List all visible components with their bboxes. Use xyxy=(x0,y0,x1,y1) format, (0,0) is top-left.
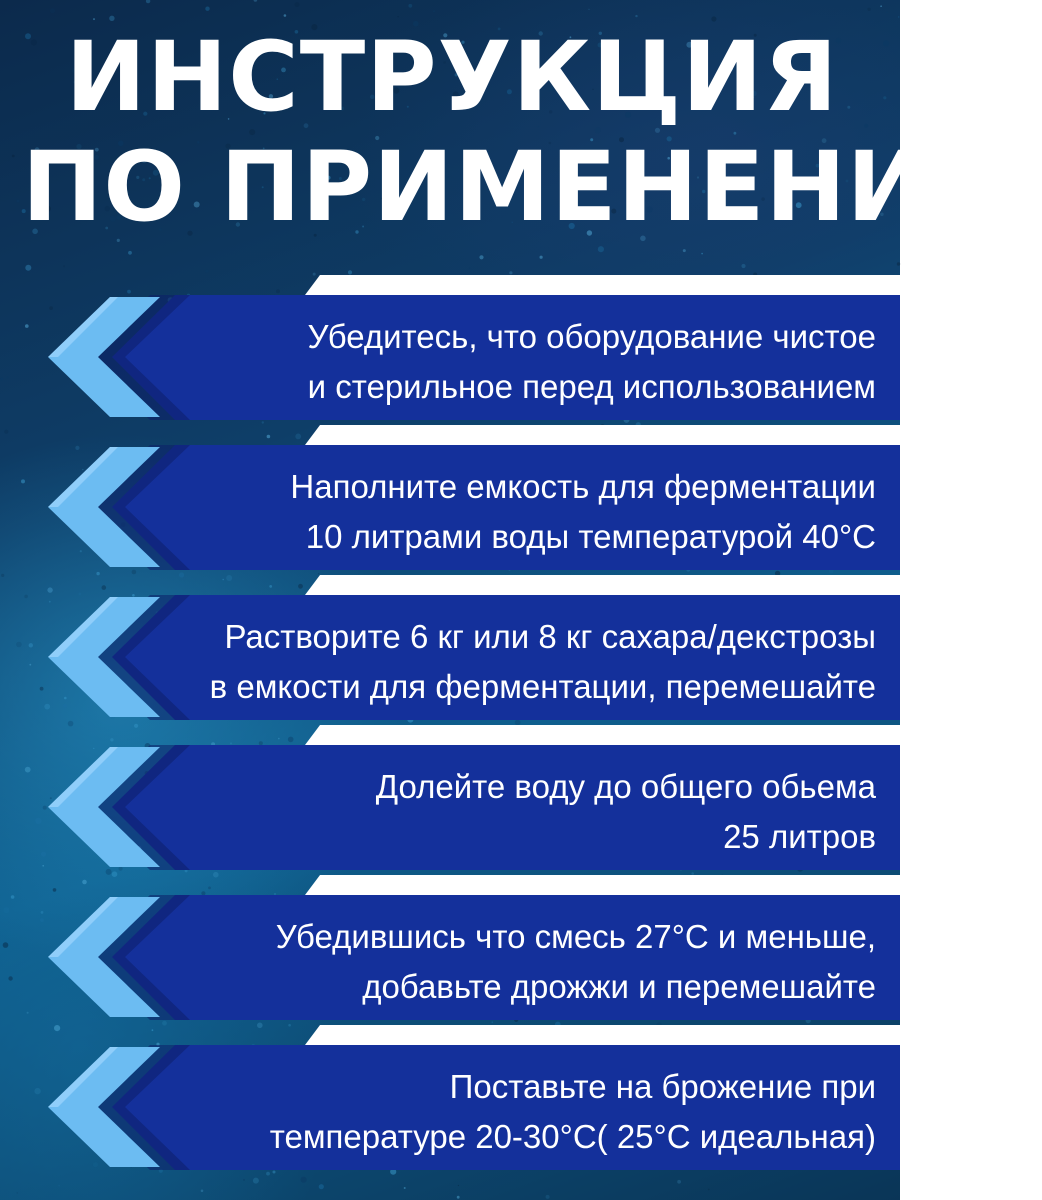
step-1-line-2: и стерильное перед использованием xyxy=(307,368,876,405)
step-5-stripe xyxy=(305,875,900,895)
step-3-line-1: Растворите 6 кг или 8 кг сахара/декстрозы xyxy=(224,618,876,655)
step-6-stripe xyxy=(305,1025,900,1045)
step-4-text xyxy=(176,762,876,862)
step-1-stripe xyxy=(305,275,900,295)
step-4-stripe xyxy=(305,725,900,745)
step-2-stripe xyxy=(305,425,900,445)
step-6-line-2: температуре 20-30°С( 25°С идеальная) xyxy=(269,1118,876,1155)
step-5-line-1: Убедившись что смесь 27°С и меньше, xyxy=(275,918,876,955)
step-2-line-1: Наполните емкость для ферментации xyxy=(290,468,876,505)
step-5-line-2: добавьте дрожжи и перемешайте xyxy=(362,968,876,1005)
step-4-line-2: 25 литров xyxy=(723,818,876,855)
step-3-stripe xyxy=(305,575,900,595)
step-6-line-1: Поставьте на брожение при xyxy=(449,1068,876,1105)
step-1-line-1: Убедитесь, что оборудование чистое xyxy=(307,318,876,355)
step-3-line-2: в емкости для ферментации, перемешайте xyxy=(209,668,876,705)
step-4-line-1: Долейте воду до общего обьема xyxy=(375,768,876,805)
page-title-line-1: ИНСТРУКЦИЯ xyxy=(65,21,839,133)
step-3-text xyxy=(176,612,876,712)
step-2-line-2: 10 литрами воды температурой 40°С xyxy=(305,518,876,555)
step-2-text xyxy=(176,462,876,562)
page-title-line-2: ПО ПРИМЕНЕНИЮ xyxy=(22,131,1042,243)
step-1-text xyxy=(176,312,876,412)
step-5-text xyxy=(176,912,876,1012)
step-6-text xyxy=(176,1062,876,1162)
